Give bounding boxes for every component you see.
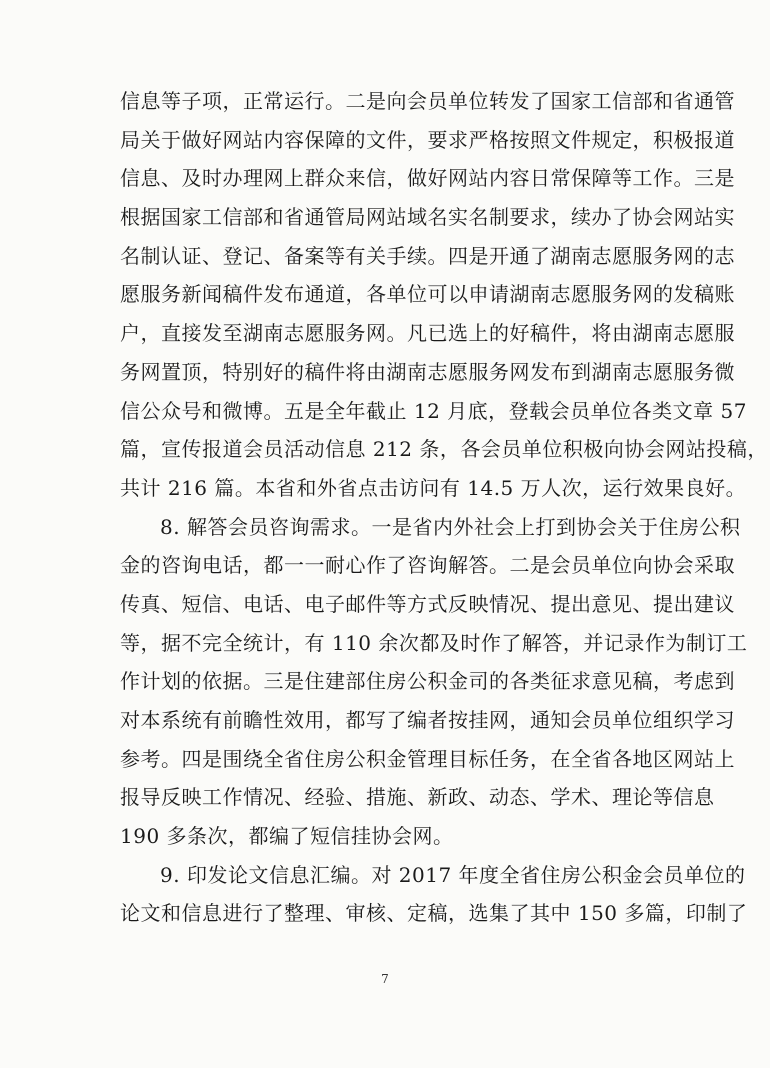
section-heading-line: 8. 解答会员咨询需求。一是省内外社会上打到协会关于住房公积 [160,514,741,539]
text-line: 愿服务新闻稿件发布通道，各单位可以申请湖南志愿服务网的发稿账 [120,282,735,307]
text-line: 篇，宣传报道会员活动信息 212 条，各会员单位积极向协会网站投稿， [120,437,768,462]
section-heading-line: 9. 印发论文信息汇编。对 2017 年度全省住房公积金会员单位的 [160,862,746,887]
text-line: 信公众号和微博。五是全年截止 12 月底，登载会员单位各类文章 57 [120,398,747,423]
text-line: 共计 216 篇。本省和外省点击访问有 14.5 万人次，运行效果良好。 [120,475,747,500]
text-line: 论文和信息进行了整理、审核、定稿，选集了其中 150 多篇，印制了 [120,901,748,926]
text-line: 对本系统有前瞻性效用，都写了编者按挂网，通知会员单位组织学习 [120,708,735,732]
page-number: 7 [381,972,389,986]
text-line: 信息等子项，正常运行。二是向会员单位转发了国家工信部和省通管 [120,89,735,113]
text-line: 190 多条次，都编了短信挂协会网。 [120,824,454,849]
text-line: 局关于做好网站内容保障的文件，要求严格按照文件规定，积极报道 [120,127,735,152]
text-line: 报导反映工作情况、经验、措施、新政、动态、学术、理论等信息 [120,785,715,810]
text-line: 参考。四是围绕全省住房公积金管理目标任务，在全省各地区网站上 [120,746,735,771]
text-line: 金的咨询电话，都一一耐心作了咨询解答。二是会员单位向协会采取 [120,553,735,578]
text-line: 名制认证、登记、备案等有关手续。四是开通了湖南志愿服务网的志 [120,243,735,268]
text-line: 等，据不完全统计，有 110 余次都及时作了解答，并记录作为制订工 [120,630,748,655]
text-line: 根据国家工信部和省通管局网站域名实名制要求，续办了协会网站实 [120,205,735,230]
text-line: 务网置顶，特别好的稿件将由湖南志愿服务网发布到湖南志愿服务微 [120,359,735,384]
text-line: 作计划的依据。三是住建部住房公积金司的各类征求意见稿，考虑到 [120,669,735,694]
text-line: 传真、短信、电话、电子邮件等方式反映情况、提出意见、提出建议 [120,591,735,616]
text-line: 户，直接发至湖南志愿服务网。凡已选上的好稿件，将由湖南志愿服 [120,321,735,346]
text-line: 信息、及时办理网上群众来信，做好网站内容日常保障等工作。三是 [120,166,735,191]
body-text [120,82,768,933]
